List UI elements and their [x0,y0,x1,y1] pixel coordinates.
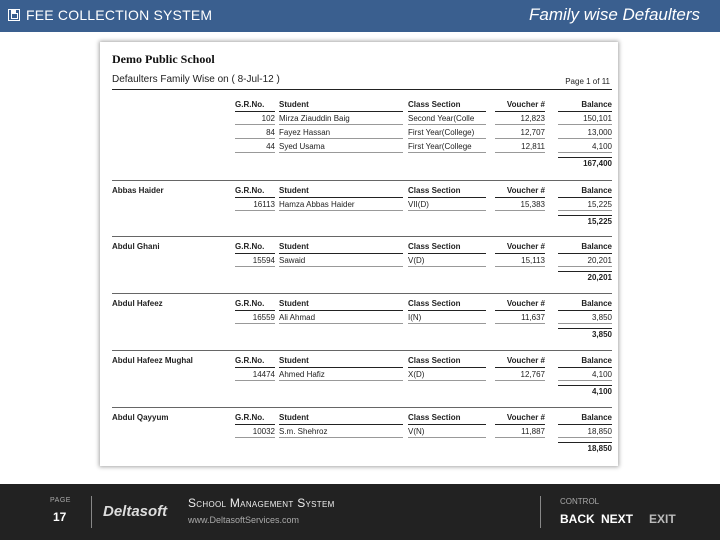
footer-divider [91,496,92,528]
page-label: PAGE [50,497,71,504]
family-name: Abdul Hafeez Mughal [112,356,193,365]
voucher-cell: 15,113 [495,256,545,267]
column-header-voucher: Voucher # [495,299,545,311]
class-section-cell: V(D) [408,256,486,267]
app-title-text: FEE COLLECTION SYSTEM [26,7,213,23]
column-header-voucher: Voucher # [495,242,545,254]
column-header-gr-no: G.R.No. [235,356,275,368]
gr-no-cell: 84 [235,128,275,139]
gr-no-cell: 16113 [235,200,275,211]
column-header-voucher: Voucher # [495,413,545,425]
class-section-cell: VII(D) [408,200,486,211]
voucher-cell: 12,767 [495,370,545,381]
report-title: Defaulters Family Wise on ( 8-Jul-12 ) [112,74,280,85]
gr-no-cell: 44 [235,142,275,153]
exit-button[interactable]: EXIT [649,512,676,526]
student-cell: Sawaid [279,256,403,267]
class-section-cell: Second Year(Colle [408,114,486,125]
student-cell: Syed Usama [279,142,403,153]
family-total: 167,400 [558,157,612,168]
family-separator [112,407,612,408]
school-name: Demo Public School [112,52,215,66]
column-header-student: Student [279,186,403,198]
column-header-balance: Balance [558,186,612,198]
class-section-cell: First Year(College [408,142,486,153]
column-header-class-section: Class Section [408,413,486,425]
family-separator [112,180,612,181]
family-total: 18,850 [558,442,612,453]
column-header-student: Student [279,356,403,368]
column-header-class-section: Class Section [408,242,486,254]
column-header-voucher: Voucher # [495,100,545,112]
column-header-balance: Balance [558,356,612,368]
student-cell: Mirza Ziauddin Baig [279,114,403,125]
footer-divider [540,496,541,528]
column-header-balance: Balance [558,299,612,311]
title-bar [0,0,720,32]
class-section-cell: V(N) [408,427,486,438]
column-header-student: Student [279,413,403,425]
voucher-cell: 12,707 [495,128,545,139]
column-header-gr-no: G.R.No. [235,413,275,425]
column-header-class-section: Class Section [408,186,486,198]
page-number: 17 [53,510,67,524]
voucher-cell: 12,811 [495,142,545,153]
voucher-cell: 15,383 [495,200,545,211]
family-total: 4,100 [558,385,612,396]
voucher-cell: 12,823 [495,114,545,125]
website-url: www.DeltasoftServices.com [188,515,300,525]
student-cell: Fayez Hassan [279,128,403,139]
family-separator [112,350,612,351]
next-button[interactable]: NEXT [601,512,634,526]
gr-no-cell: 10032 [235,427,275,438]
brand-logo: Deltasoft [103,503,168,520]
balance-cell: 18,850 [558,427,612,438]
column-header-student: Student [279,100,403,112]
family-name: Abdul Ghani [112,242,160,251]
gr-no-cell: 14474 [235,370,275,381]
balance-cell: 3,850 [558,313,612,324]
class-section-cell: X(D) [408,370,486,381]
back-button[interactable]: BACK [560,512,595,526]
system-name: School Management System [188,496,335,510]
column-header-class-section: Class Section [408,299,486,311]
gr-no-cell: 16559 [235,313,275,324]
voucher-cell: 11,887 [495,427,545,438]
balance-cell: 13,000 [558,128,612,139]
family-total: 3,850 [558,328,612,339]
family-separator [112,236,612,237]
class-section-cell: I(N) [408,313,486,324]
family-total: 15,225 [558,215,612,226]
student-cell: S.m. Shehroz [279,427,403,438]
column-header-student: Student [279,242,403,254]
balance-cell: 4,100 [558,142,612,153]
class-section-cell: First Year(College) [408,128,486,139]
report-page [100,42,618,466]
save-icon [8,9,20,21]
column-header-class-section: Class Section [408,100,486,112]
column-header-voucher: Voucher # [495,356,545,368]
column-header-gr-no: G.R.No. [235,299,275,311]
footer-bar [0,484,720,540]
column-header-gr-no: G.R.No. [235,242,275,254]
family-name: Abdul Hafeez [112,299,163,308]
column-header-class-section: Class Section [408,356,486,368]
title-rule [112,89,612,90]
column-header-balance: Balance [558,100,612,112]
control-label: CONTROL [560,497,600,506]
family-name: Abbas Haider [112,186,164,195]
column-header-voucher: Voucher # [495,186,545,198]
report-page-info: Page 1 of 11 [565,77,610,86]
balance-cell: 15,225 [558,200,612,211]
family-total: 20,201 [558,271,612,282]
student-cell: Ali Ahmad [279,313,403,324]
column-header-gr-no: G.R.No. [235,100,275,112]
balance-cell: 4,100 [558,370,612,381]
balance-cell: 150,101 [558,114,612,125]
student-cell: Hamza Abbas Haider [279,200,403,211]
column-header-balance: Balance [558,413,612,425]
family-name: Abdul Qayyum [112,413,169,422]
student-cell: Ahmed Hafiz [279,370,403,381]
gr-no-cell: 102 [235,114,275,125]
column-header-balance: Balance [558,242,612,254]
balance-cell: 20,201 [558,256,612,267]
column-header-student: Student [279,299,403,311]
gr-no-cell: 15594 [235,256,275,267]
voucher-cell: 11,637 [495,313,545,324]
family-separator [112,293,612,294]
slide-title: Family wise Defaulters [529,5,700,24]
app-title [8,7,212,23]
column-header-gr-no: G.R.No. [235,186,275,198]
